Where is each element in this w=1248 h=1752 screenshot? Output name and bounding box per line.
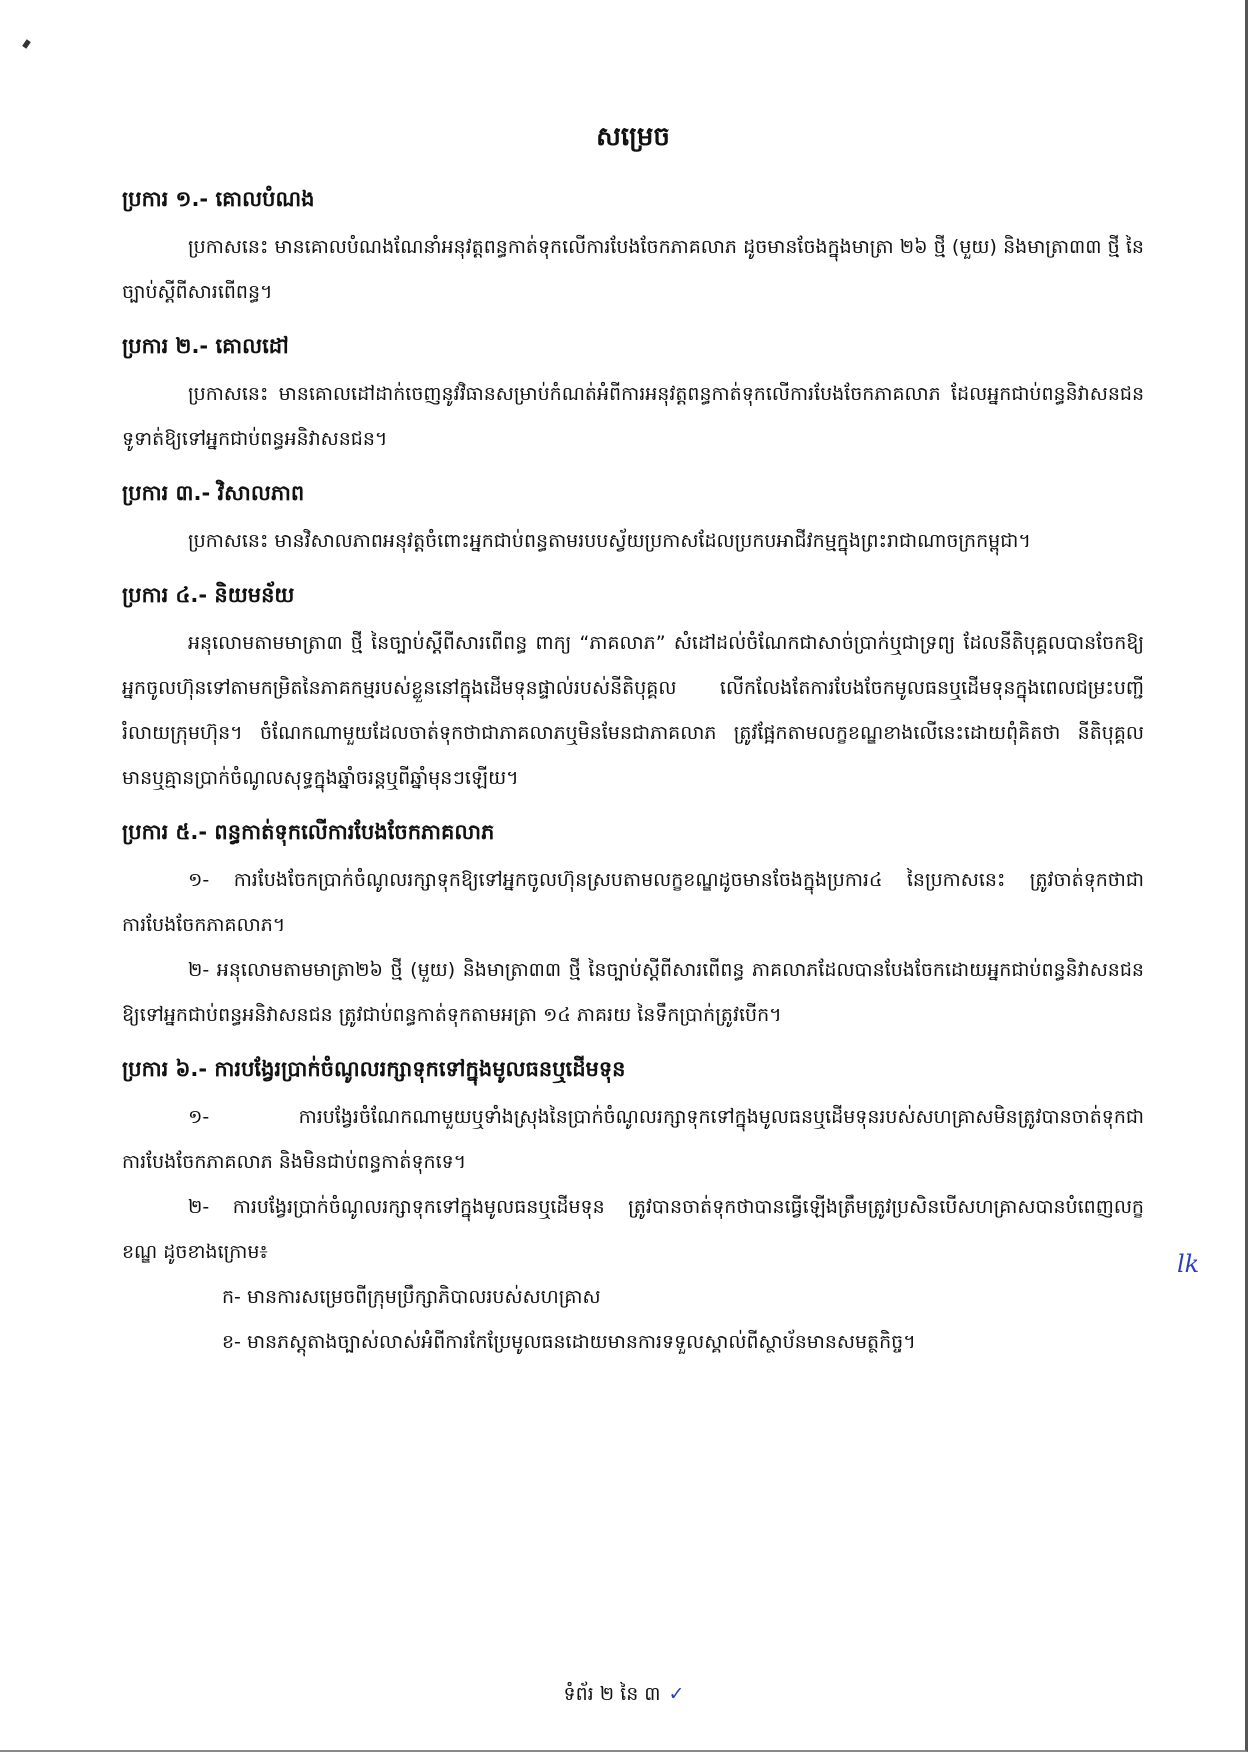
article-paragraph: ប្រកាសនេះ មានគោលដៅដាក់ចេញនូវវិធានសម្រាប់កំណត់អំពីការអនុវត្តពន្ធកាត់ទុកលើការបែងចែកភាគលាភ ដែលអ្នកជាប់ពន្ធនិវាសនជនទូទាត់ឱ្យទៅអ្នកជាប់ពន្ធអនិវាសនជន។ <box>122 383 1144 450</box>
page-number: ទំព័រ ២ នៃ ៣ <box>563 1683 661 1705</box>
article-1 <box>122 186 1144 315</box>
article-5 <box>122 819 1144 1038</box>
scan-speck <box>22 39 31 48</box>
article-paragraph: ២- អនុលោមតាមមាត្រា២៦ ថ្មី (មួយ) និងមាត្រា៣៣ ថ្មី នៃច្បាប់ស្តីពីសារពើពន្ធ ភាគលាភដែលបានបែងចែកដោយអ្នកជាប់ពន្ធនិវាសនជនឱ្យទៅអ្នកជាប់ពន្ធអនិវាសនជន ត្រូវជាប់ពន្ធកាត់ទុកតាមអត្រា ១៤ ភាគរយ នៃទឹកប្រាក់ត្រូវបើក។ <box>122 959 1144 1026</box>
article-heading: ប្រការ ៦.- ការបង្វែរប្រាក់ចំណូលរក្សាទុកទៅក្នុងមូលធនឬដើមទុន <box>122 1057 626 1081</box>
page-footer <box>0 1682 1248 1710</box>
article-paragraph: ១- ការបែងចែកប្រាក់ចំណូលរក្សាទុកឱ្យទៅអ្នកចូលហ៊ុនស្របតាមលក្ខខណ្ឌដូចមានចែងក្នុងប្រការ៤ នៃប្រកាសនេះ ត្រូវចាត់ទុកថាជាការបែងចែកភាគលាភ។ <box>122 869 1144 936</box>
article-heading: ប្រការ ២.- គោលដៅ <box>122 334 289 358</box>
article-paragraph: ១- ការបង្វែរចំណែកណាមួយឬទាំងស្រុងនៃប្រាក់ចំណូលរក្សាទុកទៅក្នុងមូលធនឬដើមទុនរបស់សហគ្រាសមិនត្រូវបានចាត់ទុកជាការបែងចែកភាគលាភ និងមិនជាប់ពន្ធកាត់ទុកទេ។ <box>122 1106 1144 1173</box>
article-paragraph: អនុលោមតាមមាត្រា៣ ថ្មី នៃច្បាប់ស្តីពីសារពើពន្ធ ពាក្យ “ភាគលាភ” សំដៅដល់ចំណែកជាសាច់ប្រាក់ឬជាទ្រព្យ ដែលនីតិបុគ្គលបានចែកឱ្យអ្នកចូលហ៊ុនទៅតាមកម្រិតនៃភាគកម្មរបស់ខ្លួននៅក្នុងដើមទុនផ្ទាល់របស់នីតិបុគ្គល លើកលែងតែការបែងចែកមូលធនឬដើមទុនក្នុងពេលជម្រះបញ្ជីរំលាយក្រុមហ៊ុន។ ចំណែកណាមួយដែលចាត់ទុកថាជាភាគលាភឬមិនមែនជាភាគលាភ ត្រូវផ្អែកតាមលក្ខខណ្ឌខាងលើនេះដោយពុំគិតថា នីតិបុគ្គលមានឬគ្មានប្រាក់ចំណូលសុទ្ធក្នុងឆ្នាំចរន្តឬពីឆ្នាំមុនៗឡើយ។ <box>122 632 1144 789</box>
article-paragraph: ២- ការបង្វែរប្រាក់ចំណូលរក្សាទុកទៅក្នុងមូលធនឬដើមទុន ត្រូវបានចាត់ទុកថាបានធ្វើឡើងត្រឹមត្រូវប្រសិនបើសហគ្រាសបានបំពេញលក្ខខណ្ឌ ដូចខាងក្រោម៖ <box>122 1196 1144 1263</box>
condition-item: ខ- មានភស្តុតាងច្បាស់លាស់អំពីការកែប្រែមូលធនដោយមានការទទួលស្គាល់ពីស្ថាប័នមានសមត្ថកិច្ច។ <box>222 1331 916 1353</box>
article-heading: ប្រការ ៤.- និយមន័យ <box>122 583 295 607</box>
document-body <box>122 120 1144 1365</box>
check-tick-icon: ✓ <box>668 1683 685 1705</box>
condition-item: ក- មានការសម្រេចពីក្រុមប្រឹក្សាភិបាលរបស់សហគ្រាស <box>222 1286 601 1308</box>
article-paragraph: ប្រកាសនេះ មានវិសាលភាពអនុវត្តចំពោះអ្នកជាប់ពន្ធតាមរបបស្វ័យប្រកាសដែលប្រកបអាជីវកម្មក្នុងព្រះរាជាណាចក្រកម្ពុជា។ <box>188 530 1031 552</box>
article-heading: ប្រការ ១.- គោលបំណង <box>122 187 315 211</box>
margin-initial-mark: lk <box>1177 1250 1200 1278</box>
article-3 <box>122 480 1144 564</box>
article-6 <box>122 1056 1144 1365</box>
document-title: សម្រេច <box>596 122 670 152</box>
article-heading: ប្រការ ៣.- វិសាលភាព <box>122 481 305 505</box>
article-heading: ប្រការ ៥.- ពន្ធកាត់ទុកលើការបែងចែកភាគលាភ <box>122 820 495 844</box>
article-4 <box>122 582 1144 801</box>
article-paragraph: ប្រកាសនេះ មានគោលបំណងណែនាំអនុវត្តពន្ធកាត់ទុកលើការបែងចែកភាគលាភ ដូចមានចែងក្នុងមាត្រា ២៦ ថ្មី (មួយ) និងមាត្រា៣៣ ថ្មី នៃច្បាប់ស្តីពីសារពើពន្ធ។ <box>122 236 1144 303</box>
article-2 <box>122 333 1144 462</box>
